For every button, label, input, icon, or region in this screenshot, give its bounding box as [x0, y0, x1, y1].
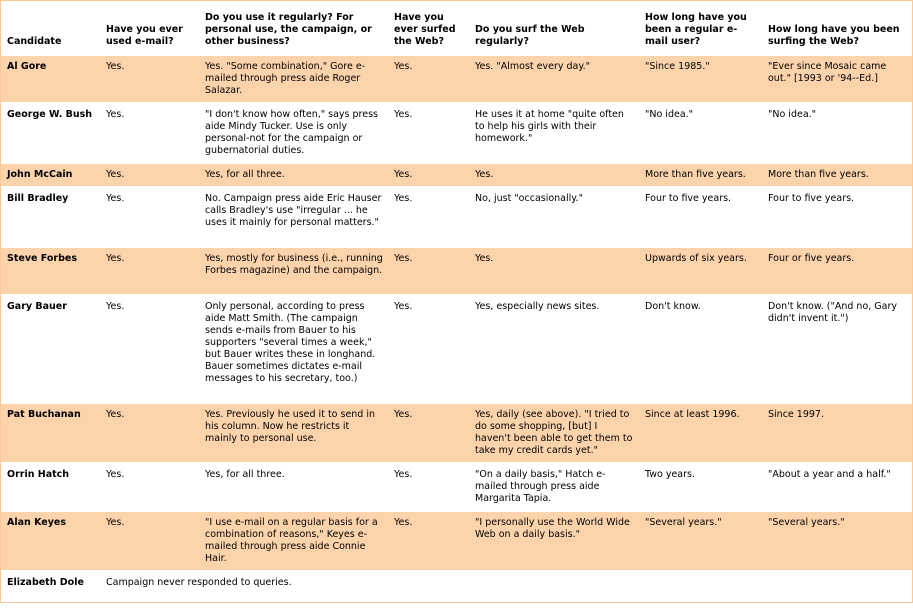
cell-web-duration: Since 1997. [762, 403, 912, 463]
table-row [1, 187, 912, 247]
cell-surfed-web: Yes. [388, 187, 469, 247]
cell-use-regularly: Only personal, according to press aide Matt Smith. (The campaign sends e-mails from Bauer to his supporters "several times a week," but Bauer writes these in longhand. Bauer sometimes dictates e-mail messages to his secretary, too.) [199, 295, 388, 403]
cell-web-duration: "No idea." [762, 103, 912, 163]
cell-used-email: Yes. [100, 55, 199, 103]
column-header-use-regularly: Do you use it regularly? For personal use, the campaign, or other business? [199, 1, 388, 55]
cell-use-regularly: Yes, for all three. [199, 163, 388, 187]
cell-web-duration: "Several years." [762, 511, 912, 571]
cell-candidate-name: Bill Bradley [1, 187, 100, 247]
table-row [1, 463, 912, 511]
cell-use-regularly: Yes. Previously he used it to send in his column. Now he restricts it mainly to personal use. [199, 403, 388, 463]
candidate-internet-survey-table [1, 1, 912, 608]
cell-email-duration: Upwards of six years. [639, 247, 762, 295]
table-body [1, 55, 912, 607]
cell-web-duration: "Ever since Mosaic came out." [1993 or '94--Ed.] [762, 55, 912, 103]
cell-surf-regularly: "On a daily basis," Hatch e-mailed through press aide Margarita Tapia. [469, 463, 639, 511]
table-row [1, 403, 912, 463]
cell-surf-regularly: "I personally use the World Wide Web on a daily basis." [469, 511, 639, 571]
cell-web-duration: Four or five years. [762, 247, 912, 295]
table-row [1, 511, 912, 571]
cell-used-email: Campaign never responded to queries. [100, 571, 912, 607]
cell-surfed-web: Yes. [388, 463, 469, 511]
cell-candidate-name: Steve Forbes [1, 247, 100, 295]
table-row [1, 163, 912, 187]
cell-used-email: Yes. [100, 103, 199, 163]
cell-web-duration: More than five years. [762, 163, 912, 187]
cell-candidate-name: Elizabeth Dole [1, 571, 100, 607]
cell-email-duration: Four to five years. [639, 187, 762, 247]
cell-candidate-name: Gary Bauer [1, 295, 100, 403]
cell-surf-regularly: Yes. [469, 247, 639, 295]
cell-used-email: Yes. [100, 247, 199, 295]
cell-surfed-web: Yes. [388, 55, 469, 103]
cell-used-email: Yes. [100, 463, 199, 511]
cell-web-duration: Four to five years. [762, 187, 912, 247]
cell-surf-regularly: No, just "occasionally." [469, 187, 639, 247]
cell-surfed-web: Yes. [388, 247, 469, 295]
cell-surfed-web: Yes. [388, 163, 469, 187]
cell-candidate-name: Orrin Hatch [1, 463, 100, 511]
cell-used-email: Yes. [100, 403, 199, 463]
cell-surf-regularly: Yes. "Almost every day." [469, 55, 639, 103]
cell-email-duration: "Several years." [639, 511, 762, 571]
cell-use-regularly: "I use e-mail on a regular basis for a combination of reasons," Keyes e-mailed through press aide Connie Hair. [199, 511, 388, 571]
column-header-surfed-web: Have you ever surfed the Web? [388, 1, 469, 55]
column-header-candidate: Candidate [1, 1, 100, 55]
table-row [1, 295, 912, 403]
cell-email-duration: More than five years. [639, 163, 762, 187]
cell-email-duration: "Since 1985." [639, 55, 762, 103]
cell-surf-regularly: Yes, daily (see above). "I tried to do some shopping, [but] I haven't been able to get them to take my credit cards yet." [469, 403, 639, 463]
cell-use-regularly: Yes, for all three. [199, 463, 388, 511]
cell-candidate-name: John McCain [1, 163, 100, 187]
cell-candidate-name: Pat Buchanan [1, 403, 100, 463]
cell-candidate-name: Al Gore [1, 55, 100, 103]
cell-use-regularly: Yes. "Some combination," Gore e-mailed through press aide Roger Salazar. [199, 55, 388, 103]
cell-surfed-web: Yes. [388, 295, 469, 403]
column-header-surf-regularly: Do you surf the Web regularly? [469, 1, 639, 55]
cell-use-regularly: No. Campaign press aide Eric Hauser calls Bradley's use "irregular ... he uses it mainly for personal matters." [199, 187, 388, 247]
cell-surfed-web: Yes. [388, 511, 469, 571]
cell-candidate-name: George W. Bush [1, 103, 100, 163]
table-header-row [1, 1, 912, 55]
table-row [1, 571, 912, 607]
cell-surf-regularly: Yes. [469, 163, 639, 187]
table-row [1, 103, 912, 163]
cell-surfed-web: Yes. [388, 403, 469, 463]
cell-email-duration: Don't know. [639, 295, 762, 403]
column-header-email-duration: How long have you been a regular e-mail user? [639, 1, 762, 55]
cell-used-email: Yes. [100, 511, 199, 571]
cell-email-duration: "No idea." [639, 103, 762, 163]
cell-used-email: Yes. [100, 187, 199, 247]
column-header-web-duration: How long have you been surfing the Web? [762, 1, 912, 55]
cell-email-duration: Two years. [639, 463, 762, 511]
cell-used-email: Yes. [100, 295, 199, 403]
cell-email-duration: Since at least 1996. [639, 403, 762, 463]
cell-web-duration: Don't know. ("And no, Gary didn't invent it.") [762, 295, 912, 403]
cell-surf-regularly: Yes, especially news sites. [469, 295, 639, 403]
cell-web-duration: "About a year and a half." [762, 463, 912, 511]
cell-surfed-web: Yes. [388, 103, 469, 163]
cell-used-email: Yes. [100, 163, 199, 187]
cell-use-regularly: Yes, mostly for business (i.e., running Forbes magazine) and the campaign. [199, 247, 388, 295]
cell-use-regularly: "I don't know how often," says press aide Mindy Tucker. Use is only personal-not for the campaign or gubernatorial duties. [199, 103, 388, 163]
column-header-used-email: Have you ever used e-mail? [100, 1, 199, 55]
table-row [1, 247, 912, 295]
cell-candidate-name: Alan Keyes [1, 511, 100, 571]
cell-surf-regularly: He uses it at home "quite often to help his girls with their homework." [469, 103, 639, 163]
table-row [1, 55, 912, 103]
